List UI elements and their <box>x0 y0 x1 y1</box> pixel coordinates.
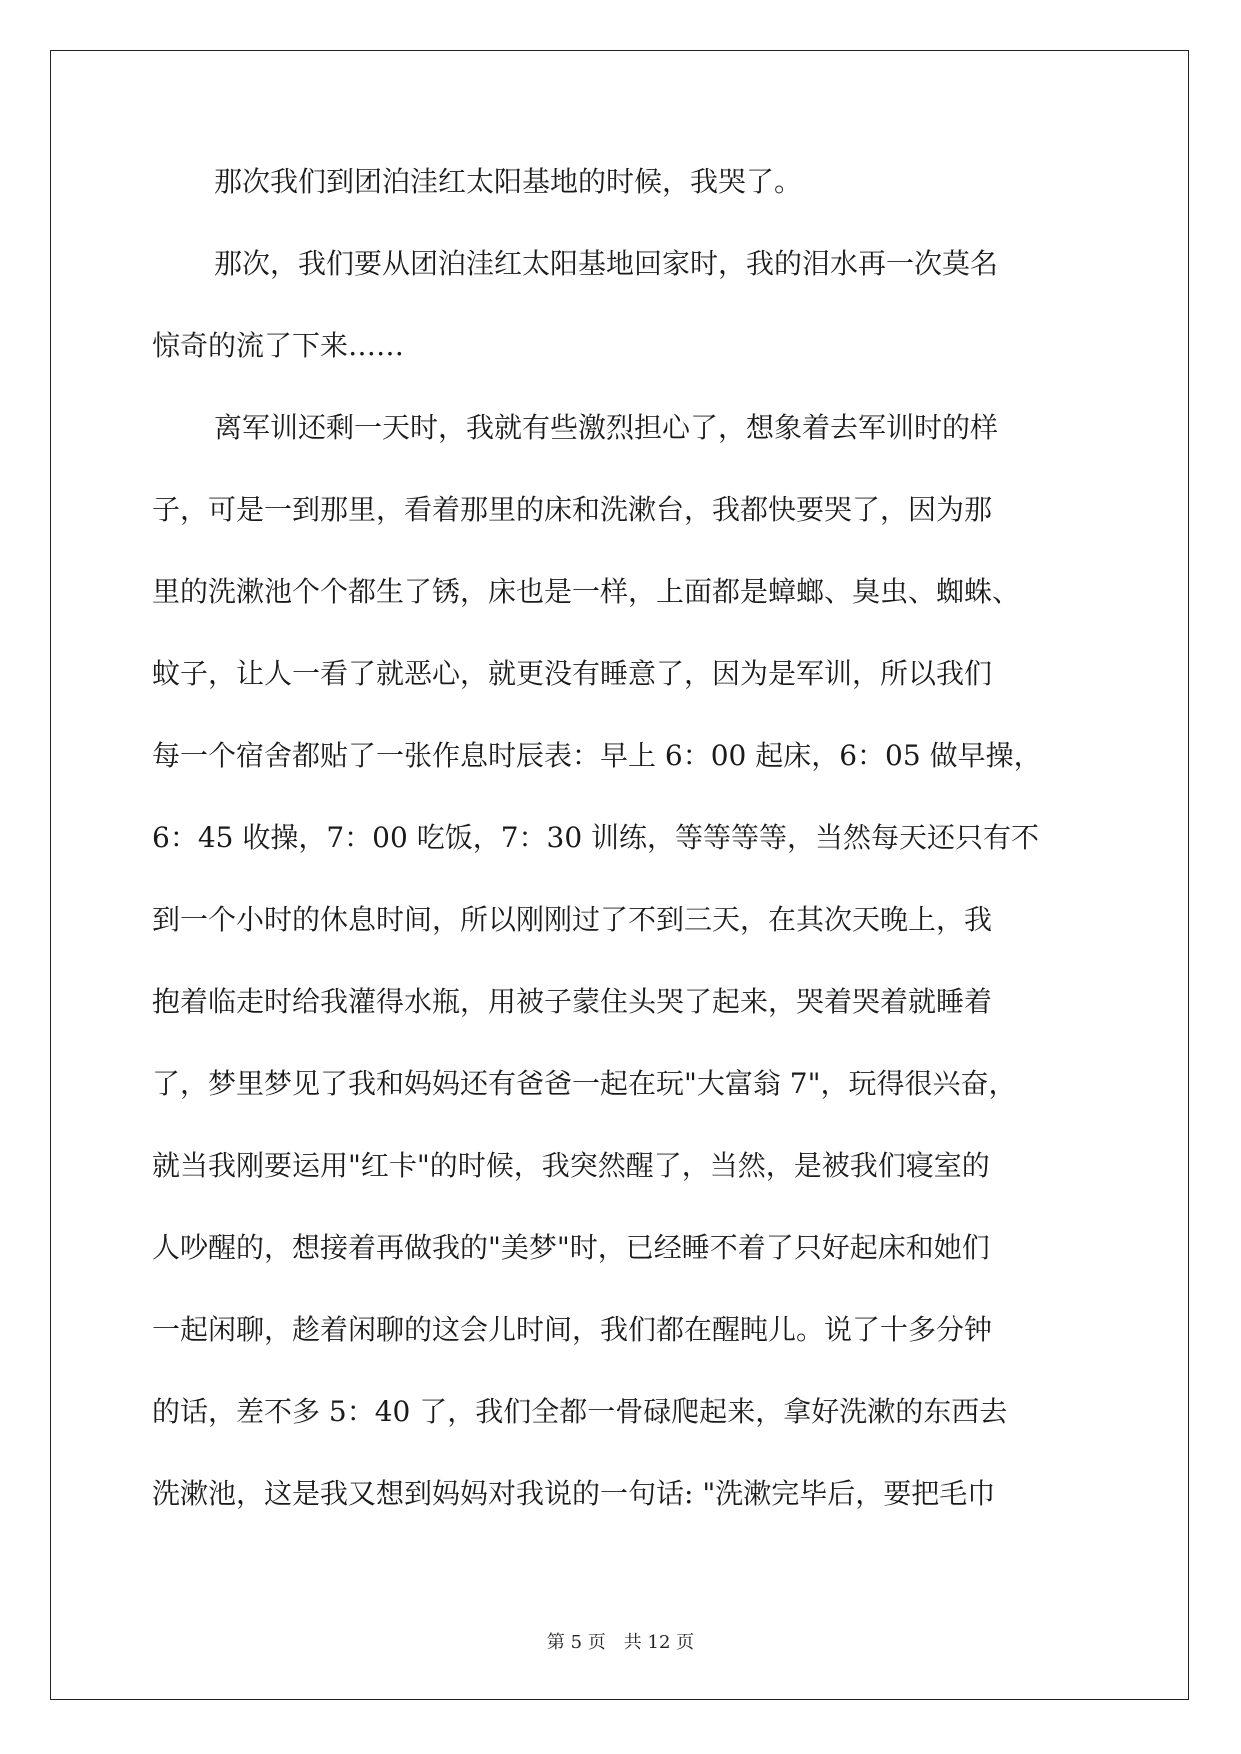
text-line: 里的洗漱池个个都生了锈，床也是一样，上面都是蟑螂、臭虫、蜘蛛、 <box>152 575 1021 608</box>
paragraph-3 <box>152 408 1092 1514</box>
text-line: 就当我刚要运用"红卡"的时候，我突然醒了，当然，是被我们寝室的 <box>152 1149 990 1182</box>
text-line: 到一个小时的休息时间，所以刚刚过了不到三天，在其次天晚上，我 <box>152 903 993 936</box>
document-body <box>152 162 1092 1514</box>
text-line: 惊奇的流了下来…… <box>152 329 405 362</box>
text-line: 了，梦里梦见了我和妈妈还有爸爸一起在玩"大富翁 7"，玩得很兴奋， <box>152 1067 1017 1100</box>
text-line: 子，可是一到那里，看着那里的床和洗漱台，我都快要哭了，因为那 <box>152 493 993 526</box>
text-line: 洗漱池，这是我又想到妈妈对我说的一句话: "洗漱完毕后，要把毛巾 <box>152 1477 996 1510</box>
text-line: 6：45 收操，7：00 吃饭，7：30 训练，等等等等，当然每天还只有不 <box>152 821 1040 854</box>
text-line: 那次我们到团泊洼红太阳基地的时候，我哭了。 <box>214 165 803 198</box>
paragraph-2 <box>152 244 1092 366</box>
text-line: 一起闲聊，趁着闲聊的这会儿时间，我们都在醒盹儿。说了十多分钟 <box>152 1313 993 1346</box>
paragraph-1 <box>152 162 1092 202</box>
page-number-footer: 第 5 页 共 12 页 <box>546 1632 695 1653</box>
text-line: 那次，我们要从团泊洼红太阳基地回家时，我的泪水再一次莫名 <box>214 247 999 280</box>
text-line: 蚊子，让人一看了就恶心，就更没有睡意了，因为是军训，所以我们 <box>152 657 993 690</box>
text-line: 离军训还剩一天时，我就有些激烈担心了，想象着去军训时的样 <box>214 411 999 444</box>
text-line: 的话，差不多 5：40 了，我们全都一骨碌爬起来，拿好洗漱的东西去 <box>152 1395 1008 1428</box>
text-line: 每一个宿舍都贴了一张作息时辰表：早上 6：00 起床，6：05 做早操， <box>152 739 1042 772</box>
text-line: 抱着临走时给我灌得水瓶，用被子蒙住头哭了起来，哭着哭着就睡着 <box>152 985 993 1018</box>
text-line: 人吵醒的，想接着再做我的"美梦"时，已经睡不着了只好起床和她们 <box>152 1231 990 1264</box>
